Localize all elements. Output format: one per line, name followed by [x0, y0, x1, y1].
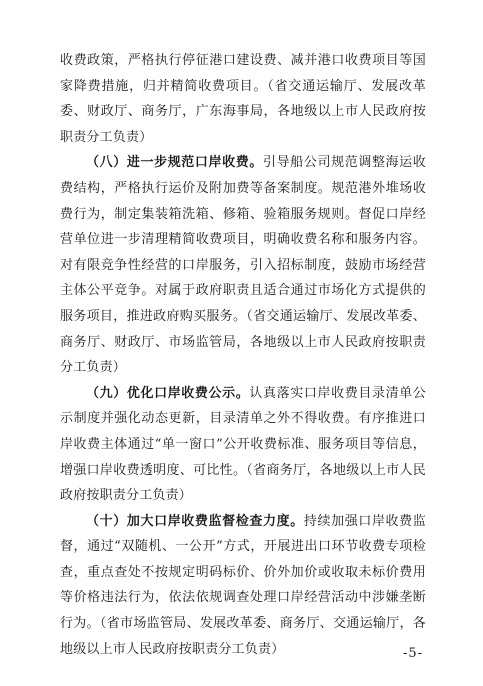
paragraph-text: 持续加强口岸收费监督，通过“双随机、一公开”方式，开展进出口环节收费专项检查，重点查处不按规定明码标价、价外加价或收取未标价费用等价格违法行为，依法依规调查处理口岸经营活动中涉嫌垄断行为。（省市场监管局、发展改革委、商务厅、交通运输厅，各地级以上市人民政府按职责分工负责） [60, 513, 426, 657]
paragraph-continuation [60, 48, 426, 150]
paragraph-text: 认真落实口岸收费目录清单公示制度并强化动态更新，目录清单之外不得收费。有序推进口岸收费主体通过“单一窗口”公开收费标准、服务项目等信息，增强口岸收费透明度、可比性。（省商务厅，各地级以上市人民政府按职责分工负责） [60, 385, 426, 504]
paragraph-section-9 [60, 381, 426, 509]
page-number: -5- [402, 646, 423, 661]
document-body [60, 48, 426, 662]
section-heading: （十）加大口岸收费监督检查力度。 [86, 513, 304, 529]
section-heading: （九）优化口岸收费公示。 [86, 385, 250, 401]
paragraph-text: 收费政策，严格执行停征港口建设费、减并港口收费项目等国家降费措施，归并精简收费项目。（省交通运输厅、发展改革委、财政厅、商务厅，广东海事局，各地级以上市人民政府按职责分工负责） [60, 53, 426, 145]
paragraph-text: 引导船公司规范调整海运收费结构，严格执行运价及附加费等备案制度。规范港外堆场收费行为，制定集装箱洗箱、修箱、验箱服务规则。督促口岸经营单位进一步清理精简收费项目，明确收费名称和服务内容。对有限竞争性经营的口岸服务，引入招标制度，鼓励市场经营主体公平竞争。对属于政府职责且适合通过市场化方式提供的服务项目，推进政府购买服务。（省交通运输厅、发展改革委、商务厅、财政厅、市场监管局，各地级以上市人民政府按职责分工负责） [60, 155, 426, 376]
paragraph-section-10 [60, 509, 426, 663]
paragraph-section-8 [60, 150, 426, 380]
section-heading: （八）进一步规范口岸收费。 [86, 155, 264, 171]
